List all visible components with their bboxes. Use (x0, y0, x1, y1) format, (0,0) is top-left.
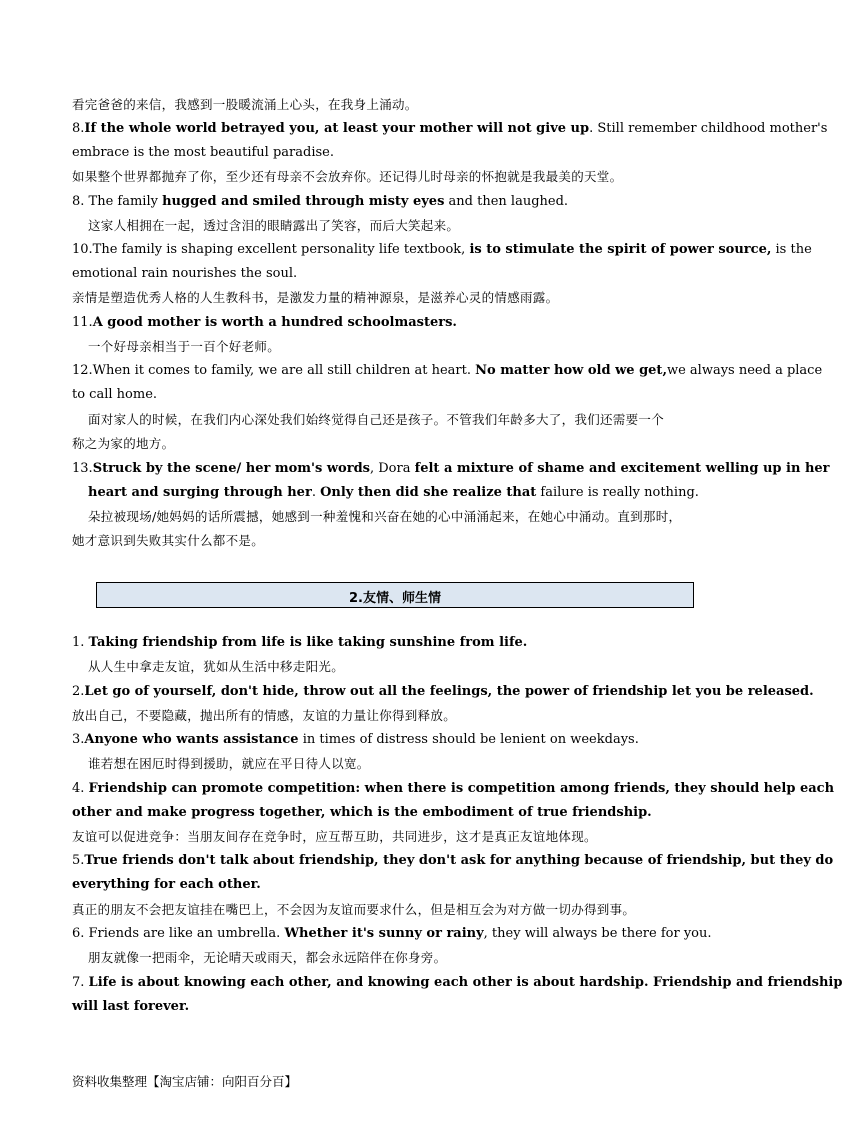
sentence-13-cont: heart and surging through her. Only then did she realize that failure is really nothing. (88, 485, 699, 500)
translation-line: 一个好母亲相当于一百个好老师。 (88, 339, 281, 354)
translation-line: 放出自己，不要隐藏，抛出所有的情感，友谊的力量让你得到释放。 (72, 708, 457, 723)
text-line: 看完爸爸的来信，我感到一股暖流涌上心头，在我身上涌动。 (72, 97, 418, 112)
text-line: to call home. (72, 387, 158, 402)
friendship-4-cont: other and make progress together, which is the embodiment of true friendship. (72, 805, 652, 820)
translation-line: 真正的朋友不会把友谊挂在嘴巴上，不会因为友谊而要求什么，但是相互会为对方做一切办得到事。 (72, 902, 636, 917)
sentence-11: 11.A good mother is worth a hundred schoolmasters. (72, 315, 457, 330)
translation-line: 友谊可以促进竞争：当朋友间存在竞争时，应互帮互助，共同进步，这才是真正友谊地体现。 (72, 829, 597, 844)
friendship-5: 5.True friends don't talk about friendship, they don't ask for anything because of friendship, but they do (72, 853, 834, 868)
sentence-8b: 8. The family hugged and smiled through misty eyes and then laughed. (72, 194, 569, 209)
friendship-7: 7. Life is about knowing each other, and knowing each other is about hardship. Friendship and friendship (72, 975, 842, 990)
section-title: 2.友情、师生情 (349, 591, 441, 606)
translation-line: 这家人相拥在一起，透过含泪的眼睛露出了笑容，而后大笑起来。 (88, 218, 460, 233)
friendship-7-cont: will last forever. (72, 999, 190, 1014)
text-line: emotional rain nourishes the soul. (72, 266, 298, 281)
translation-line: 如果整个世界都抛弃了你，至少还有母亲不会放弃你。还记得儿时母亲的怀抱就是我最美的天堂。 (72, 169, 623, 184)
translation-line: 亲情是塑造优秀人格的人生教科书，是激发力量的精神源泉，是滋养心灵的情感雨露。 (72, 290, 559, 305)
friendship-2: 2.Let go of yourself, don't hide, throw out all the feelings, the power of friendship let you be released. (72, 684, 814, 699)
translation-line: 面对家人的时候，在我们内心深处我们始终觉得自己还是孩子。不管我们年龄多大了，我们还需要一个 (88, 412, 665, 427)
translation-line: 称之为家的地方。 (72, 436, 175, 451)
translation-line: 谁若想在困厄时得到援助，就应在平日待人以宽。 (88, 756, 370, 771)
translation-line: 朋友就像一把雨伞，无论晴天或雨天，都会永远陪伴在你身旁。 (88, 950, 447, 965)
sentence-12: 12.When it comes to family, we are all still children at heart. No matter how old we get,we always need a place (72, 363, 823, 378)
translation-line: 朵拉被现场/她妈妈的话所震撼，她感到一种羞愧和兴奋在她的心中涌涌起来，在她心中涌动。直到那时， (88, 509, 682, 524)
friendship-3: 3.Anyone who wants assistance in times of distress should be lenient on weekdays. (72, 732, 639, 747)
friendship-4: 4. Friendship can promote competition: when there is competition among friends, they should help each (72, 781, 835, 796)
section-header-box (96, 582, 694, 608)
translation-line: 她才意识到失败其实什么都不是。 (72, 533, 265, 548)
friendship-1: 1. Taking friendship from life is like taking sunshine from life. (72, 635, 528, 650)
friendship-5-cont: everything for each other. (72, 877, 261, 892)
friendship-6: 6. Friends are like an umbrella. Whether it's sunny or rainy, they will always be there for you. (72, 926, 712, 941)
page-footer: 资料收集整理【淘宝店铺：向阳百分百】 (72, 1074, 298, 1089)
text-line: embrace is the most beautiful paradise. (72, 145, 334, 160)
translation-line: 从人生中拿走友谊，犹如从生活中移走阳光。 (88, 659, 345, 674)
sentence-13: 13.Struck by the scene/ her mom's words, Dora felt a mixture of shame and excitement welling up in her (72, 461, 830, 476)
sentence-8: 8.If the whole world betrayed you, at least your mother will not give up. Still remember childhood mother's (72, 121, 828, 136)
sentence-10: 10.The family is shaping excellent personality life textbook, is to stimulate the spirit of power source, is the (72, 242, 812, 257)
